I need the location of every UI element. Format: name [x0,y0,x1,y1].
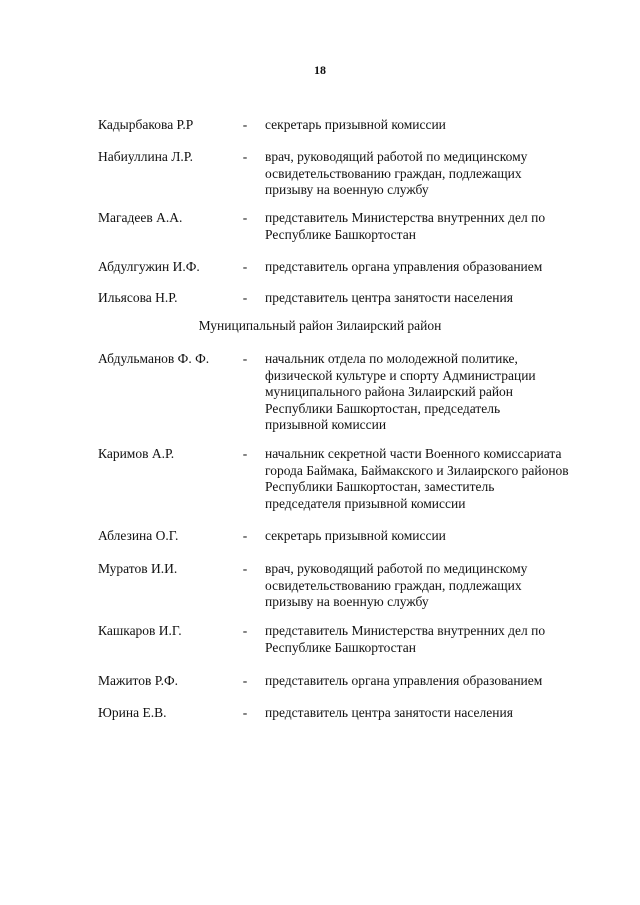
member-role: представитель Министерства внутренних дел по Республике Башкортостан [265,210,546,242]
member-role: представитель центра занятости населения [265,705,513,720]
dash-separator: - [242,623,248,638]
member-role: врач, руководящий работой по медицинскому освидетельствованию граждан, подлежащих призыву на военную службу [265,149,528,197]
member-name: Абдульманов Ф. Ф. [98,351,210,366]
dash-separator: - [242,561,248,576]
dash-separator: - [242,351,248,366]
section-title: Муниципальный район Зилаирский район [198,318,442,333]
member-role: врач, руководящий работой по медицинскому освидетельствованию граждан, подлежащих призыву на военную службу [265,561,528,609]
dash-separator: - [242,259,248,274]
member-name: Мажитов Р.Ф. [98,673,179,688]
dash-separator: - [242,117,248,132]
member-name: Ильясова Н.Р. [98,290,178,305]
member-role: начальник секретной части Военного комиссариата города Баймака, Баймакского и Зилаирского районов Республики Башкортостан, заместитель председателя призывной комиссии [265,446,569,511]
dash-separator: - [242,210,248,225]
dash-separator: - [242,528,248,543]
page-number: 18 [314,63,326,77]
member-role: начальник отдела по молодежной политике, физической культуре и спорту Администрации муниципального района Зилаирский район Республики Башкортостан, председатель призывной комиссии [265,351,536,432]
member-role: представитель Министерства внутренних дел по Республике Башкортостан [265,623,546,655]
member-role: представитель органа управления образованием [265,259,543,274]
member-role: секретарь призывной комиссии [265,528,446,543]
member-name: Кашкаров И.Г. [98,623,182,638]
member-role: секретарь призывной комиссии [265,117,446,132]
member-name: Каримов А.Р. [98,446,175,461]
member-name: Магадеев А.А. [98,210,183,225]
member-name: Муратов И.И. [98,561,178,576]
member-name: Абдулгужин И.Ф. [98,259,200,274]
member-role: представитель центра занятости населения [265,290,513,305]
dash-separator: - [242,446,248,461]
member-name: Юрина Е.В. [98,705,167,720]
dash-separator: - [242,290,248,305]
dash-separator: - [242,673,248,688]
member-role: представитель органа управления образованием [265,673,543,688]
member-name: Кадырбакова Р.Р [98,117,194,132]
dash-separator: - [242,705,248,720]
member-name: Набиуллина Л.Р. [98,149,194,164]
dash-separator: - [242,149,248,164]
member-name: Аблезина О.Г. [98,528,179,543]
